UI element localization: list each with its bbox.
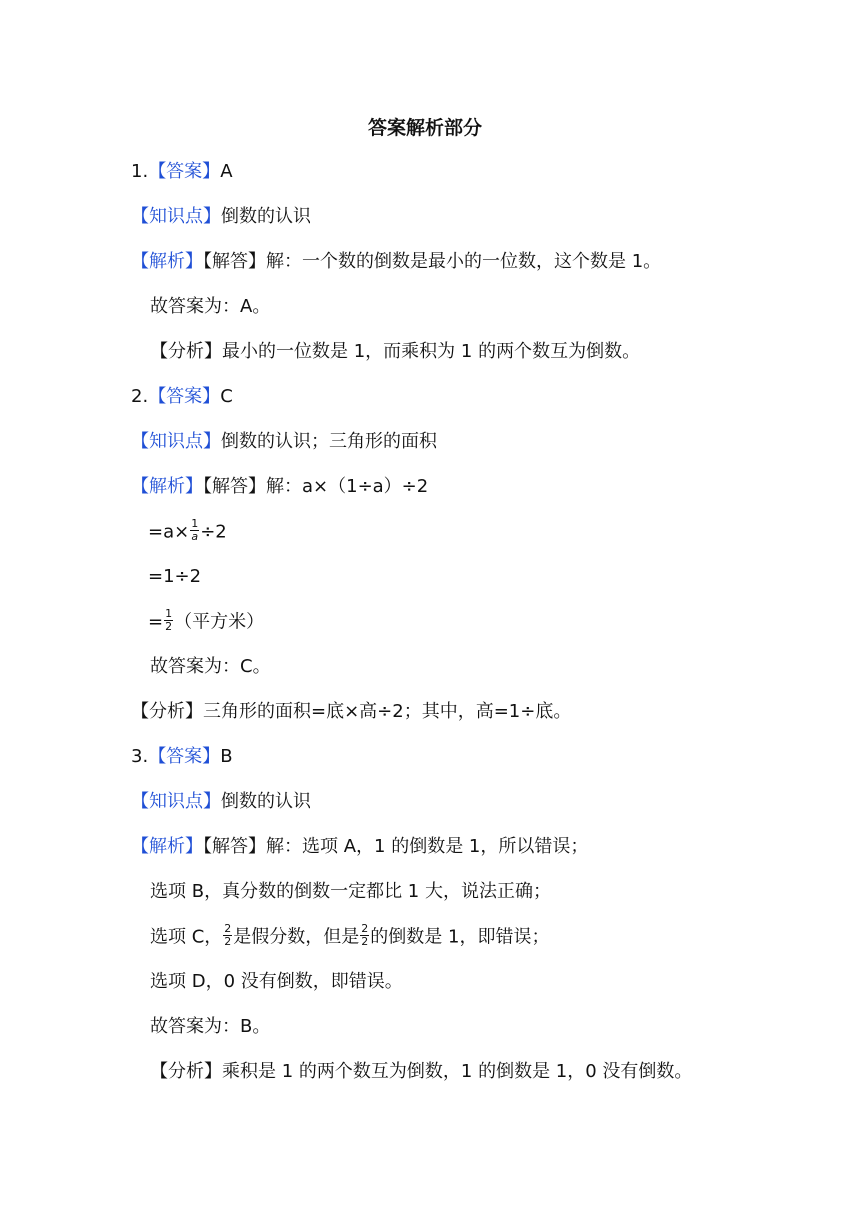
q2-step3-post: （平方米） bbox=[174, 611, 265, 633]
q2-kp-label: 【知识点】 bbox=[131, 431, 221, 452]
q3-kp: 倒数的认识 bbox=[221, 791, 311, 812]
q3-c-mid: 是假分数，但是 bbox=[233, 926, 360, 948]
q3-fx: 乘积是 1 的两个数互为倒数，1 的倒数是 1，0 没有倒数。 bbox=[222, 1061, 693, 1082]
q2-step1-fraction bbox=[190, 518, 199, 543]
q2-step1-pre: =a× bbox=[148, 521, 190, 543]
q3-kp-label: 【知识点】 bbox=[131, 791, 221, 812]
q2-number: 2. bbox=[131, 386, 149, 407]
q3-answer-label: 【答案】 bbox=[148, 746, 221, 767]
q3-option-c bbox=[150, 922, 550, 950]
q3-knowledge-line bbox=[131, 790, 311, 814]
q2-step3 bbox=[148, 607, 265, 635]
q3-c-post: 的倒数是 1，即错误； bbox=[370, 926, 550, 948]
q3-c-fraction-2 bbox=[360, 923, 369, 948]
q3-analysis-line bbox=[131, 835, 588, 859]
q2-step3-fraction bbox=[164, 608, 173, 633]
q1-conclusion: 故答案为：A。 bbox=[150, 296, 271, 317]
q3-option-b: 选项 B，真分数的倒数一定都比 1 大，说法正确； bbox=[150, 881, 551, 902]
q1-kp: 倒数的认识 bbox=[221, 206, 311, 227]
q1-jd-label: 【解答】 bbox=[203, 251, 266, 272]
q3-answer: B bbox=[220, 746, 233, 767]
q3-c-frac1-den: 2 bbox=[224, 935, 232, 948]
q2-step3-frac-den: 2 bbox=[165, 620, 173, 633]
q1-fx-label: 【分析】 bbox=[150, 341, 222, 362]
q2-step1-frac-den: a bbox=[191, 530, 199, 543]
q2-kp: 倒数的认识；三角形的面积 bbox=[221, 431, 437, 452]
q2-fenxi-line bbox=[131, 700, 571, 724]
q3-jx-label: 【解析】 bbox=[131, 836, 203, 857]
q3-conclusion: 故答案为：B。 bbox=[150, 1016, 271, 1037]
q3-c-frac2-num: 2 bbox=[361, 922, 369, 935]
page-title: 答案解析部分 bbox=[368, 117, 483, 139]
q2-step1-post: ÷2 bbox=[200, 521, 227, 543]
q1-jd: 解：一个数的倒数是最小的一位数，这个数是 1。 bbox=[266, 251, 662, 272]
q2-fx-label: 【分析】 bbox=[131, 701, 203, 722]
q1-number: 1. bbox=[131, 161, 149, 182]
q2-step2: =1÷2 bbox=[148, 566, 202, 587]
q3-number: 3. bbox=[131, 746, 149, 767]
q2-jd: 解：a×（1÷a）÷2 bbox=[266, 476, 429, 497]
q3-answer-line bbox=[131, 745, 233, 769]
q2-answer-line bbox=[131, 385, 233, 409]
q3-option-d: 选项 D，0 没有倒数，即错误。 bbox=[150, 971, 403, 992]
q2-answer: C bbox=[220, 386, 233, 407]
q2-jd-label: 【解答】 bbox=[203, 476, 266, 497]
q1-knowledge-line bbox=[131, 205, 311, 229]
q2-conclusion: 故答案为：C。 bbox=[150, 656, 271, 677]
q1-analysis-line bbox=[131, 250, 661, 274]
q3-fx-label: 【分析】 bbox=[150, 1061, 222, 1082]
q2-analysis-line bbox=[131, 475, 428, 499]
q2-step1 bbox=[148, 517, 227, 545]
q1-answer-line bbox=[131, 160, 233, 184]
q3-fenxi-line bbox=[150, 1060, 692, 1084]
q3-c-pre: 选项 C， bbox=[150, 926, 223, 948]
q2-answer-label: 【答案】 bbox=[148, 386, 221, 407]
q1-fenxi-line bbox=[150, 340, 640, 364]
q2-jx-label: 【解析】 bbox=[131, 476, 203, 497]
q2-step3-pre: = bbox=[148, 611, 164, 633]
q3-c-fraction-1 bbox=[223, 923, 232, 948]
q2-fx: 三角形的面积=底×高÷2；其中，高=1÷底。 bbox=[203, 701, 572, 722]
q2-step1-frac-num: 1 bbox=[191, 517, 199, 530]
q3-c-frac2-den: 2 bbox=[361, 935, 369, 948]
q1-answer-label: 【答案】 bbox=[148, 161, 221, 182]
q2-step3-frac-num: 1 bbox=[165, 607, 173, 620]
q3-jd-label: 【解答】 bbox=[203, 836, 266, 857]
q3-c-frac1-num: 2 bbox=[224, 922, 232, 935]
q2-knowledge-line bbox=[131, 430, 437, 454]
q3-jd: 解：选项 A，1 的倒数是 1，所以错误； bbox=[266, 836, 589, 857]
q1-answer: A bbox=[220, 161, 233, 182]
q1-fx: 最小的一位数是 1，而乘积为 1 的两个数互为倒数。 bbox=[222, 341, 641, 362]
q1-kp-label: 【知识点】 bbox=[131, 206, 221, 227]
q1-jx-label: 【解析】 bbox=[131, 251, 203, 272]
